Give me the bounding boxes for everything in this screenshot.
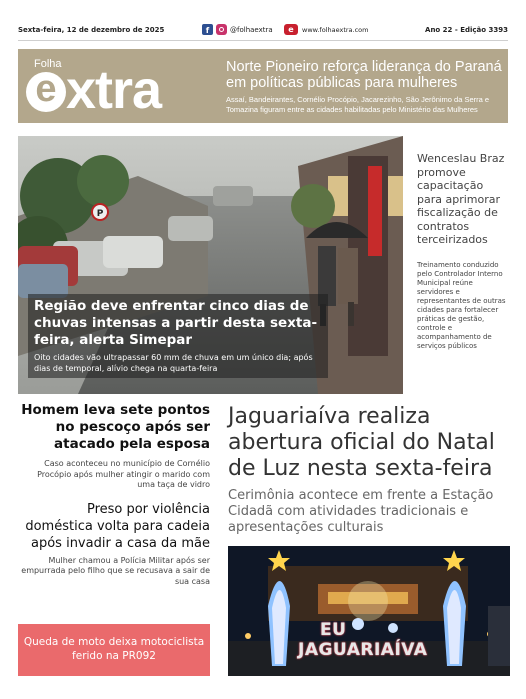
main-story[interactable] [228,404,510,536]
masthead [18,49,508,123]
instagram-icon[interactable] [216,24,227,35]
hero-story[interactable] [18,136,403,394]
hero-caption[interactable] [28,294,328,378]
side-story-headline[interactable]: Wenceslau Braz promove capacitação para aprimorar fiscalização de contratos terceirizados [417,152,505,246]
top-bar [0,0,526,44]
story1-subheadline: Caso aconteceu no município de Cornélio Procópio após mulher atingir o marido com uma taça de vidro [37,459,210,489]
story1-headline[interactable]: Homem leva sete pontos no pescoço após ser atacado pela esposa [21,402,210,452]
social-handle[interactable]: @folhaextra [230,25,273,34]
logo-e-mark: e [26,72,66,112]
logo-folha-text: Folha [34,58,62,70]
masthead-headline[interactable]: Norte Pioneiro reforça liderança do Paraná em políticas públicas para mulheres [226,59,502,91]
top-divider [18,40,508,41]
eu-love-sign: EU [320,620,347,640]
story-preso-violencia[interactable] [18,501,210,588]
jaguariaiva-light-sign [298,620,428,660]
story-homem-pontos[interactable] [18,402,210,491]
breaking-news-box[interactable]: Queda de moto deixa motociclista ferido na PR092 [18,624,210,676]
website-url[interactable]: www.folhaextra.com [302,25,369,34]
folha-extra-logo[interactable] [26,55,216,120]
edition-number: Ano 22 - Edição 3393 [425,26,508,34]
side-story[interactable] [417,152,511,351]
city-name-sign: JAGUARIAÍVA [298,640,428,660]
extra-logo-icon: e [284,24,298,35]
hero-headline[interactable]: Região deve enfrentar cinco dias de chuvas intensas a partir desta sexta-feira, alerta Simepar [34,298,318,348]
side-story-body: Treinamento conduzido pelo Controlador Interno Municipal reúne servidores e representantes de outras cidades para fortalecer práticas de gestão, controle e acompanhamento de serviços públicos [417,260,506,350]
main-story-subheadline: Cerimônia acontece em frente a Estação Cidadã com atividades tradicionais e apresentações culturais [228,488,494,535]
story2-subheadline: Mulher chamou a Polícia Militar após ser empurrada pelo filho que se recusava a sair de sua casa [21,555,210,586]
logo-xtra-text: xtra [66,60,162,120]
masthead-subhead: Assaí, Bandeirantes, Cornélio Procópio, Jacarezinho, São Jerônimo da Serra e Tomazina figuram entre as cidades habilitadas pelo Ministério das Mulheres [226,95,490,114]
social-links[interactable] [202,24,273,35]
main-story-headline[interactable]: Jaguariaíva realiza abertura oficial do Natal de Luz nesta sexta-feira [228,404,495,481]
left-column [18,402,210,587]
website-link[interactable] [284,24,368,35]
christmas-lights-photo[interactable] [228,546,510,676]
story2-headline[interactable]: Preso por violência doméstica volta para cadeia após invadir a casa da mãe [25,501,210,551]
parking-sign-text: P [96,209,104,219]
facebook-icon[interactable]: f [202,24,213,35]
hero-subheadline: Oito cidades vão ultrapassar 60 mm de chuva em um único dia; após dias de temporal, alívio chega na quarta-feira [34,353,313,373]
issue-date: Sexta-feira, 12 de dezembro de 2025 [18,26,165,34]
